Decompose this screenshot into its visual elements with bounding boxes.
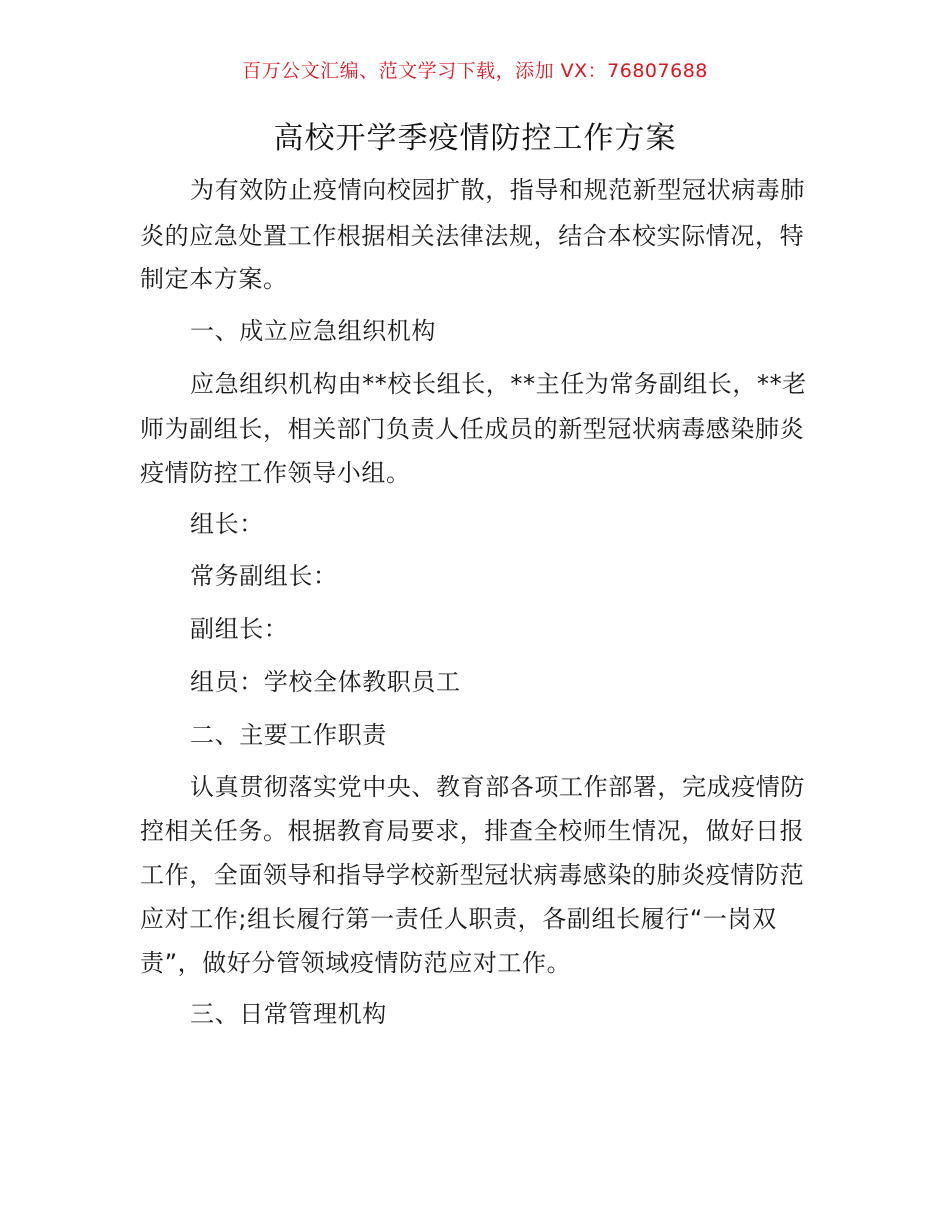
paragraph-duties-line: 责”，做好分管领域疫情防范应对工作。	[140, 949, 572, 977]
list-item-exec-deputy: 常务副组长：	[190, 562, 338, 590]
paragraph-duties-line: 认真贯彻落实党中央、教育部各项工作部署，完成疫情防	[190, 773, 805, 801]
paragraph-org-line: 师为副组长，相关部门负责人任成员的新型冠状病毒感染肺炎	[140, 415, 805, 443]
paragraph-intro-line: 炎的应急处置工作根据相关法律法规，结合本校实际情况，特	[140, 222, 805, 250]
paragraph-duties-line: 工作，全面领导和指导学校新型冠状病毒感染的肺炎疫情防范	[140, 861, 805, 889]
paragraph-intro-line: 制定本方案。	[140, 265, 288, 293]
paragraph-org-line: 疫情防控工作领导小组。	[140, 459, 411, 487]
list-item-members: 组员：学校全体教职员工	[190, 668, 461, 696]
paragraph-duties-line: 控相关任务。根据教育局要求，排查全校师生情况，做好日报	[140, 817, 805, 845]
paragraph-intro-line: 为有效防止疫情向校园扩散，指导和规范新型冠状病毒肺	[190, 176, 805, 204]
list-item-leader: 组长：	[190, 510, 264, 538]
paragraph-org-line: 应急组织机构由**校长组长，**主任为常务副组长，**老	[190, 370, 807, 398]
list-item-deputy: 副组长：	[190, 615, 289, 643]
section-heading-3: 三、日常管理机构	[190, 1000, 387, 1028]
document-title: 高校开学季疫情防控工作方案	[273, 121, 677, 156]
section-heading-1: 一、成立应急组织机构	[190, 317, 436, 345]
paragraph-duties-line: 应对工作;组长履行第一责任人职责，各副组长履行“一岗双	[140, 905, 777, 933]
watermark-banner: 百万公文汇编、范文学习下载，添加 VX：76807688	[242, 60, 708, 82]
section-heading-2: 二、主要工作职责	[190, 721, 387, 749]
